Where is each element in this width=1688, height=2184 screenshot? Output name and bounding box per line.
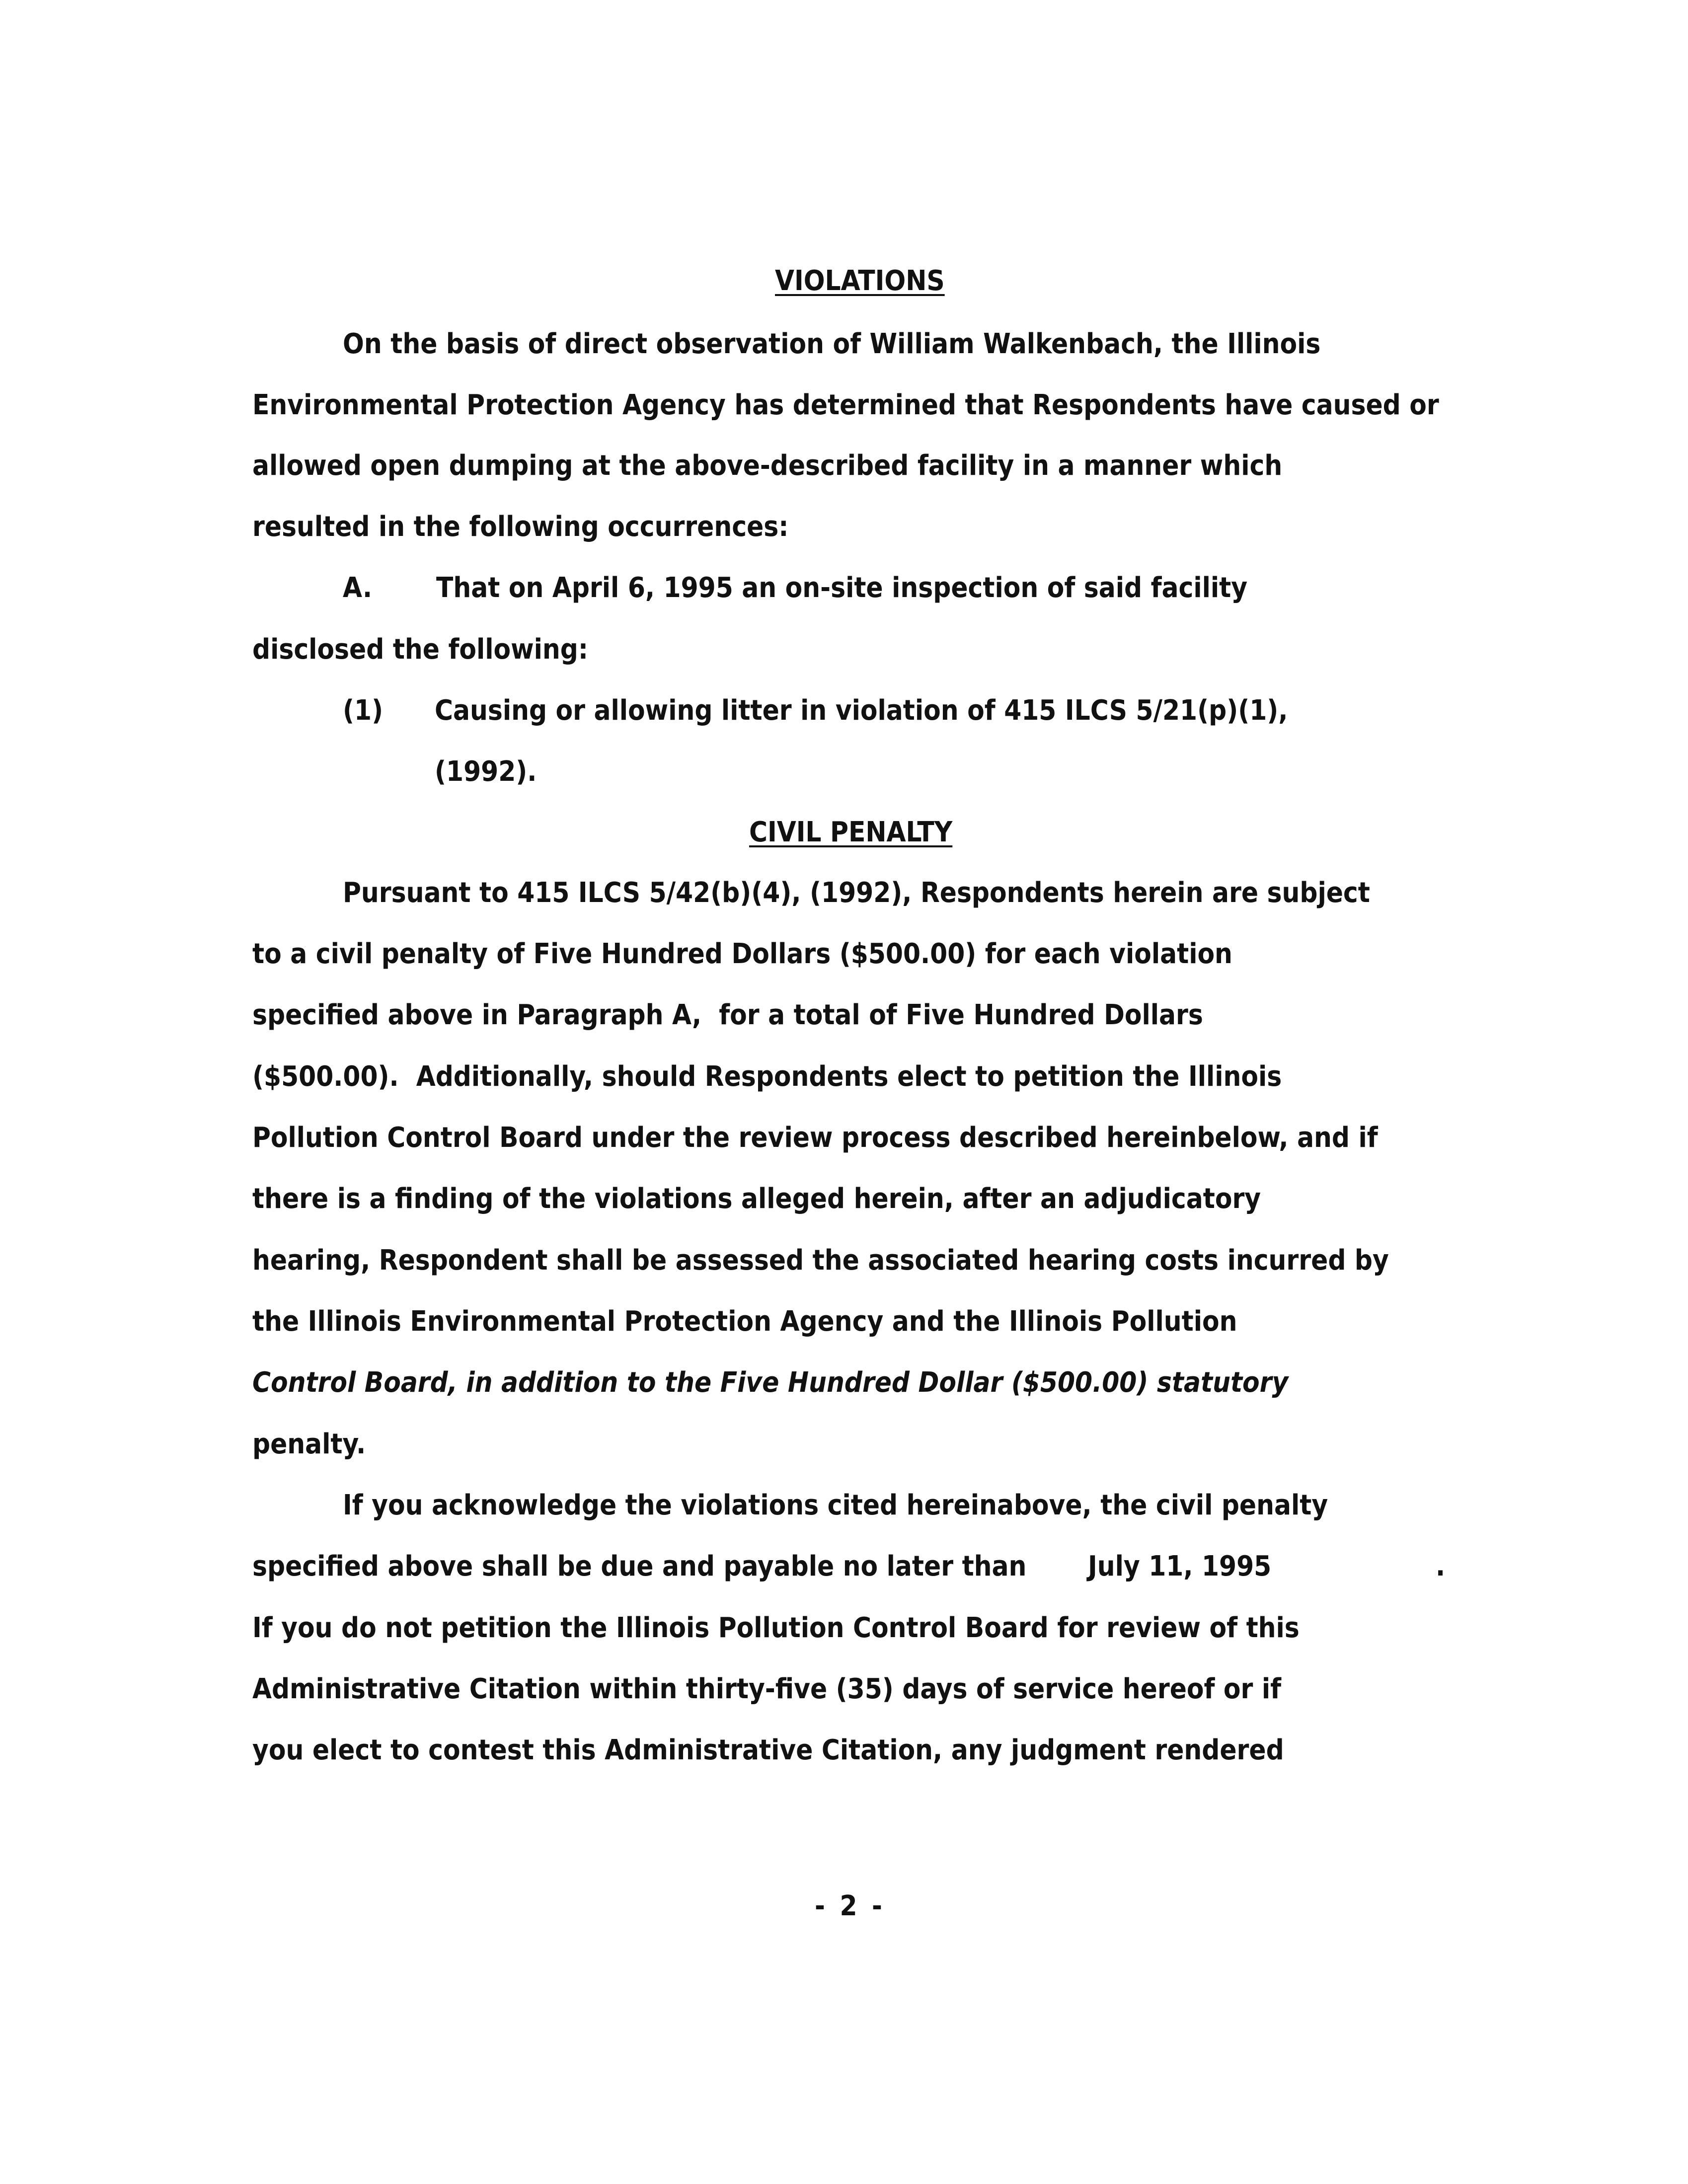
penalty-line-2: to a civil penalty of Five Hundred Dollars ($500.00) for each violation <box>252 938 1232 970</box>
penalty-line-9: Control Board, in addition to the Five Hundred Dollar ($500.00) statutory <box>252 1366 1289 1399</box>
penalty-line-8: the Illinois Environmental Protection Agency and the Illinois Pollution <box>252 1305 1237 1338</box>
civil-penalty-heading: CIVIL PENALTY <box>749 816 953 848</box>
acknowledge-line-3: If you do not petition the Illinois Pollution Control Board for review of this <box>252 1612 1300 1644</box>
item-1-line-1: Causing or allowing litter in violation of 415 ILCS 5/21(p)(1), <box>435 694 1288 727</box>
violations-line-3: allowed open dumping at the above-described facility in a manner which <box>252 450 1283 482</box>
violations-heading: VIOLATIONS <box>775 265 945 297</box>
violations-line-1: On the basis of direct observation of William Walkenbach, the Illinois <box>343 328 1321 360</box>
item-a-line-1: That on April 6, 1995 an on-site inspection of said facility <box>436 572 1248 604</box>
acknowledge-line-5: you elect to contest this Administrative Citation, any judgment rendered <box>252 1734 1284 1766</box>
acknowledge-line-1: If you acknowledge the violations cited hereinabove, the civil penalty <box>343 1489 1328 1521</box>
acknowledge-line-4: Administrative Citation within thirty-five (35) days of service hereof or if <box>252 1673 1282 1705</box>
acknowledge-line-2: specified above shall be due and payable no later than <box>252 1550 1027 1582</box>
penalty-line-10: penalty. <box>252 1428 366 1460</box>
page-number: - 2 - <box>815 1890 885 1922</box>
penalty-line-6: there is a finding of the violations alleged herein, after an adjudicatory <box>252 1183 1261 1215</box>
violations-line-4: resulted in the following occurrences: <box>252 511 789 543</box>
item-a-label: A. <box>343 572 373 604</box>
penalty-line-4: ($500.00). Additionally, should Respondents elect to petition the Illinois <box>252 1060 1282 1093</box>
due-date-period: . <box>1436 1550 1446 1582</box>
item-1-line-2: (1992). <box>435 755 537 788</box>
due-date: July 11, 1995 <box>1088 1550 1272 1582</box>
penalty-line-1: Pursuant to 415 ILCS 5/42(b)(4), (1992), Respondents herein are subject <box>343 877 1370 909</box>
violations-line-2: Environmental Protection Agency has determined that Respondents have caused or <box>252 389 1439 421</box>
penalty-line-3: specified above in Paragraph A, for a total of Five Hundred Dollars <box>252 999 1203 1031</box>
item-1-label: (1) <box>343 694 384 727</box>
penalty-line-5: Pollution Control Board under the review process described hereinbelow, and if <box>252 1122 1378 1154</box>
item-a-line-2: disclosed the following: <box>252 633 589 666</box>
penalty-line-7: hearing, Respondent shall be assessed the associated hearing costs incurred by <box>252 1244 1389 1277</box>
